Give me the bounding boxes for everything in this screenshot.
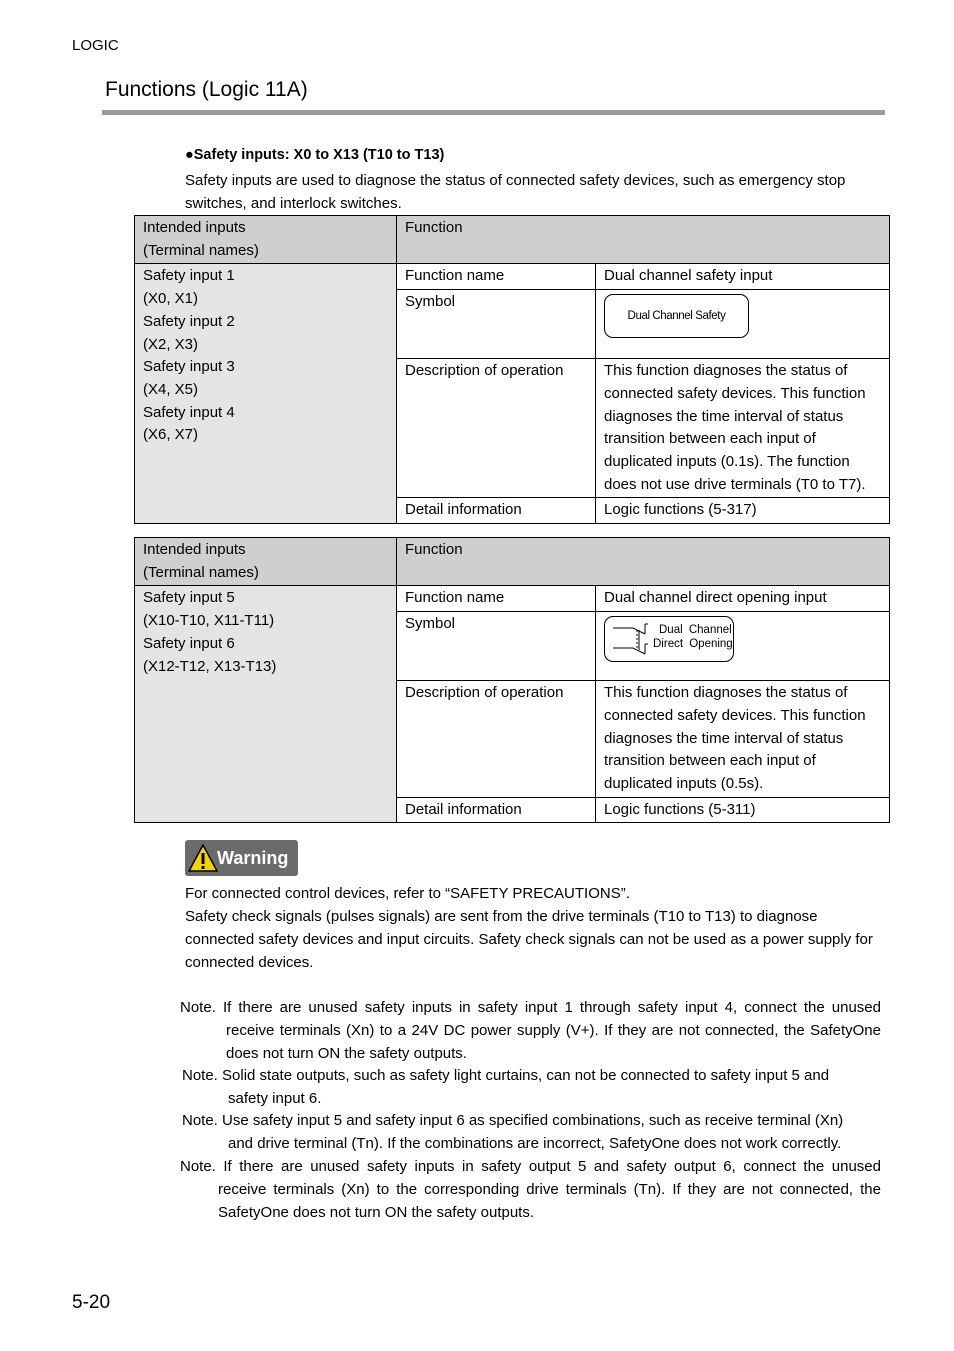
note-rest: safety input 6.	[228, 1090, 322, 1107]
note-1	[180, 996, 881, 1065]
warning-line-1: For connected control devices, refer to “SAFETY PRECAUTIONS”.	[185, 885, 630, 902]
warning-label: Warning	[217, 848, 289, 868]
warning-line-2: Safety check signals (pulses signals) are sent from the drive terminals (T10 to T13) to diagnose connected safety devices and input circuits. Safety check signals can not be used as a power supply for connected devices.	[185, 908, 873, 971]
note-2	[182, 1064, 883, 1110]
table-row	[135, 586, 890, 612]
note-4	[180, 1155, 881, 1224]
input-item: (X10-T10, X11-T11)	[143, 612, 275, 630]
description-value: This function diagnoses the status of connected safety devices. This function diagnoses the time interval of status transition between each input of duplicated inputs (0.5s).	[596, 681, 890, 798]
input-item: Safety input 3	[143, 358, 235, 376]
detail-value: Logic functions (5-317)	[596, 498, 890, 524]
input-item: Safety input 2	[143, 312, 235, 330]
input-item: (X12-T12, X13-T13)	[143, 657, 277, 675]
input-item: (X4, X5)	[143, 380, 199, 398]
page-number: 5-20	[72, 1292, 111, 1313]
section-label: LOGIC	[72, 37, 119, 54]
input-item: Safety input 5	[143, 589, 235, 607]
warning-text	[185, 882, 885, 974]
note-first-line: Note. Use safety input 5 and safety input 6 as specified combinations, such as receive terminal (Xn)	[182, 1112, 844, 1129]
direct-opening-contact-icon	[611, 622, 651, 656]
table-row	[135, 264, 890, 290]
description-value: This function diagnoses the status of connected safety devices. This function diagnoses the time interval of status transition between each input of duplicated inputs (0.1s). The function does not use drive terminals (T0 to T7).	[596, 359, 890, 498]
input-item: Safety input 6	[143, 634, 235, 652]
table-header-row	[135, 538, 890, 586]
header-inputs-line2: (Terminal names)	[143, 241, 259, 259]
function-name-label: Function name	[397, 264, 596, 290]
page-title: Functions (Logic 11A)	[105, 78, 308, 101]
section-heading: ●Safety inputs: X0 to X13 (T10 to T13)	[185, 147, 445, 163]
header-inputs-line1: Intended inputs	[143, 219, 246, 236]
note-first-line: Note. If there are unused safety inputs in safety input 1 through safety input 4, connect the unused	[180, 999, 881, 1016]
symbol-label-text	[653, 623, 733, 651]
warning-triangle-icon	[188, 843, 218, 873]
dual-channel-direct-opening-symbol	[604, 616, 734, 662]
note-first-line: Note. If there are unused safety inputs in safety output 5 and safety output 6, connect the unused	[180, 1158, 881, 1175]
note-3	[182, 1109, 883, 1155]
detail-label: Detail information	[397, 498, 596, 524]
note-first-line: Note. Solid state outputs, such as safety light curtains, can not be connected to safety input 5 and	[182, 1067, 830, 1084]
header-intended-inputs	[135, 216, 397, 264]
symbol-cell	[596, 612, 890, 681]
note-rest: receive terminals (Xn) to a 24V DC power supply (V+). If they are not connected, the SafetyOne does not turn ON the safety outputs.	[226, 1022, 881, 1062]
note-rest: receive terminals (Xn) to the corresponding drive terminals (Tn). If they are not connected, the SafetyOne does not turn ON the safety outputs.	[218, 1181, 881, 1221]
detail-label: Detail information	[397, 797, 596, 823]
function-name-value: Dual channel direct opening input	[596, 586, 890, 612]
title-rule	[102, 110, 885, 115]
dual-channel-safety-symbol: Dual Channel Safety	[604, 294, 749, 338]
symbol-line2: Direct Opening	[653, 638, 733, 651]
function-name-label: Function name	[397, 586, 596, 612]
header-inputs-line1: Intended inputs	[143, 541, 246, 558]
input-item: (X0, X1)	[143, 290, 199, 308]
symbol-cell	[596, 290, 890, 359]
function-table-2	[134, 537, 890, 823]
function-name-value: Dual channel safety input	[596, 264, 890, 290]
description-label: Description of operation	[397, 681, 596, 798]
header-function: Function	[397, 538, 890, 586]
function-table-1	[134, 215, 890, 524]
warning-badge	[185, 840, 298, 876]
section-intro: Safety inputs are used to diagnose the status of connected safety devices, such as emergency stop switches, and interlock switches.	[185, 172, 846, 212]
intended-inputs-cell	[135, 586, 397, 823]
input-item: (X2, X3)	[143, 335, 199, 353]
header-function: Function	[397, 216, 890, 264]
description-label: Description of operation	[397, 359, 596, 498]
symbol-line1: Dual Channel	[659, 624, 732, 637]
note-rest: and drive terminal (Tn). If the combinations are incorrect, SafetyOne does not work correctly.	[228, 1135, 842, 1152]
detail-value: Logic functions (5-311)	[596, 797, 890, 823]
input-item: (X6, X7)	[143, 426, 199, 444]
intended-inputs-cell	[135, 264, 397, 524]
header-inputs-line2: (Terminal names)	[143, 563, 259, 581]
header-intended-inputs	[135, 538, 397, 586]
input-item: Safety input 4	[143, 403, 235, 421]
input-item: Safety input 1	[143, 267, 235, 285]
table-header-row	[135, 216, 890, 264]
symbol-label: Symbol	[397, 612, 596, 681]
symbol-label: Symbol	[397, 290, 596, 359]
